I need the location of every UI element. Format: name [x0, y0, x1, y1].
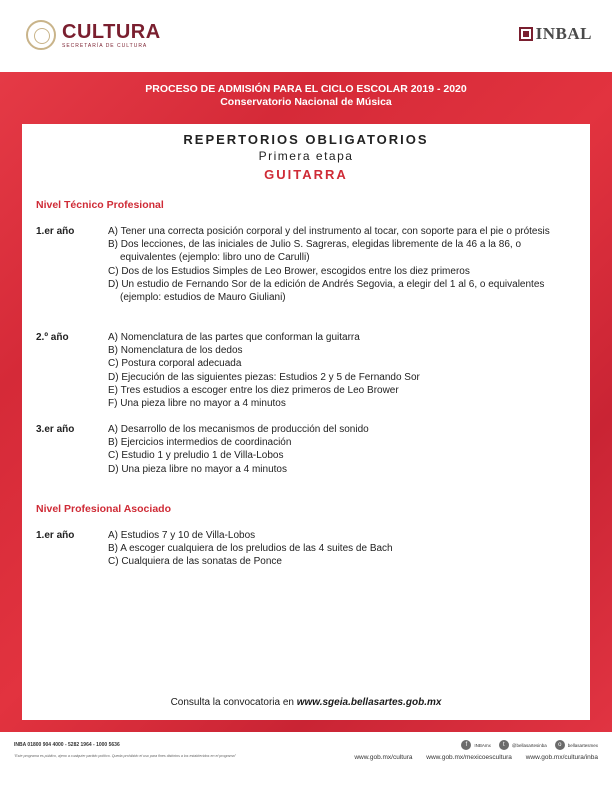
social-handle: bellasartesmex — [567, 742, 598, 748]
page-footer — [0, 732, 612, 792]
year-label: 1.er año — [36, 530, 75, 541]
list-item: A) Tener una correcta posición corporal y del instrumento al tocar, con soporte para el pie o prótesis — [108, 226, 550, 237]
list-item: C) Postura corporal adecuada — [108, 358, 242, 370]
inbal-building-icon — [519, 27, 533, 41]
list-item: D) Un estudio de Fernando Sor de la edición de Andrés Segovia, a elegir del 1 al 6, o equivalentes (ejemplo: estudios de Mauro Giuliani) — [108, 278, 545, 304]
inbal-logo — [519, 24, 592, 44]
year-label: 1.er año — [36, 226, 75, 237]
banner-line-1: PROCESO DE ADMISIÓN PARA EL CICLO ESCOLAR 2019 - 2020 — [145, 83, 467, 95]
repertoire-list — [108, 225, 578, 304]
year-block — [36, 423, 576, 477]
consulta-link[interactable]: www.sgeia.bellasartes.gob.mx — [296, 697, 442, 708]
social-item[interactable] — [555, 740, 598, 750]
list-item: B) A escoger cualquiera de los preludios de las 4 suites de Bach — [108, 543, 393, 555]
list-item: D) Ejecución de las siguientes piezas: Estudios 2 y 5 de Fernando Sor — [108, 371, 420, 383]
legal-notice: "Este programa es público, ajeno a cualquier partido político. Queda prohibido el uso para fines distintos a los establecidos en el programa" — [14, 754, 236, 758]
instagram-icon: o — [555, 740, 565, 750]
section-heading: Nivel Técnico Profesional — [36, 199, 164, 211]
year-block — [36, 331, 576, 411]
social-item[interactable] — [461, 740, 491, 750]
footer-url[interactable]: www.gob.mx/mexicoescultura — [426, 754, 512, 761]
list-item: C) Dos de los Estudios Simples de Leo Brower, escogidos entre los diez primeros — [108, 265, 470, 277]
section-heading: Nivel Profesional Asociado — [36, 503, 171, 515]
list-item: B) Ejercicios intermedios de coordinación — [108, 437, 292, 449]
social-links — [453, 740, 598, 750]
footer-urls — [342, 754, 598, 761]
page-header — [0, 0, 612, 72]
consulta-text: Consulta la convocatoria en — [170, 697, 297, 708]
consulta-line — [22, 697, 590, 708]
list-item: B) Nomenclatura de los dedos — [108, 345, 243, 357]
social-handle: INBAmx — [474, 742, 491, 748]
list-item: A) Desarrollo de los mecanismos de producción del sonido — [108, 424, 369, 435]
titles-block — [22, 132, 590, 182]
footer-url[interactable]: www.gob.mx/cultura/inba — [525, 754, 598, 761]
year-block — [36, 529, 576, 571]
year-label: 3.er año — [36, 424, 75, 435]
repertoire-list — [108, 529, 578, 569]
document-title: REPERTORIOS OBLIGATORIOS — [183, 132, 429, 147]
list-item: E) Tres estudios a escoger entre los diez primeros de Leo Brower — [108, 384, 399, 396]
content-card — [22, 124, 590, 720]
cultura-logo — [26, 20, 161, 50]
inbal-name: INBAL — [535, 24, 592, 43]
social-handle: @bellasartesinba — [511, 742, 547, 748]
facebook-icon: f — [461, 740, 471, 750]
footer-url[interactable]: www.gob.mx/cultura — [354, 754, 413, 761]
cultura-wordmark — [62, 22, 161, 49]
eagle-seal-icon — [26, 20, 56, 50]
list-item: D) Una pieza libre no mayor a 4 minutos — [108, 463, 287, 475]
list-item: C) Estudio 1 y preludio 1 de Villa-Lobos — [108, 450, 284, 462]
year-block — [36, 225, 576, 319]
list-item: A) Nomenclatura de las partes que conforman la guitarra — [108, 332, 360, 343]
repertoire-list — [108, 331, 578, 410]
list-item: F) Una pieza libre no mayor a 4 minutos — [108, 398, 286, 410]
twitter-icon: t — [499, 740, 509, 750]
repertoire-list — [108, 423, 578, 476]
social-item[interactable] — [499, 740, 547, 750]
list-item: C) Cualquiera de las sonatas de Ponce — [108, 556, 282, 568]
org-subtitle: SECRETARÍA DE CULTURA — [62, 42, 148, 49]
year-label: 2.º año — [36, 332, 69, 343]
list-item: A) Estudios 7 y 10 de Villa-Lobos — [108, 530, 256, 541]
inba-phone: INBA 01800 904 4000 - 5282 1964 - 1000 5636 — [14, 742, 120, 748]
admission-banner — [0, 76, 612, 120]
stage-title: Primera etapa — [258, 149, 354, 163]
org-name: CULTURA — [62, 20, 161, 43]
instrument-title: GUITARRA — [264, 167, 348, 182]
banner-line-2: Conservatorio Nacional de Música — [220, 96, 392, 108]
list-item: B) Dos lecciones, de las iniciales de Julio S. Sagreras, elegidas libremente de la 46 a la 86, o equivalentes (ejemplo: libro uno de Carulli) — [108, 239, 522, 264]
